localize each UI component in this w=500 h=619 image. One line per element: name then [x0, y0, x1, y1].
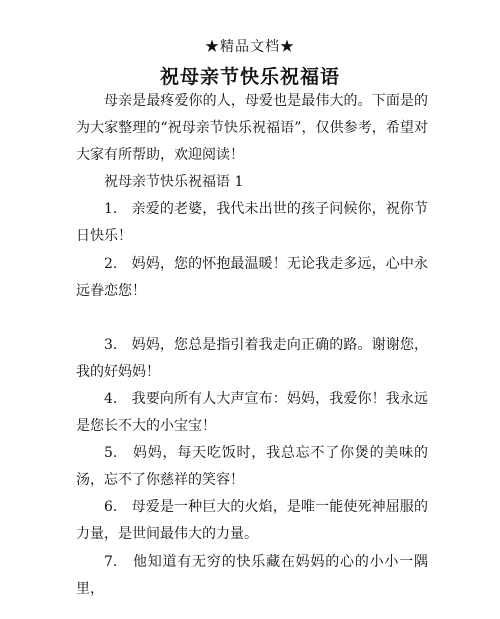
page-header: ★精品文档★ — [205, 39, 295, 55]
cut-off-line — [76, 603, 428, 619]
list-item: 4. 我要向所有人大声宣布：妈妈，我爱你！我永远是您长不大的小宝宝！ — [76, 390, 428, 435]
blank-line — [76, 305, 428, 332]
document-body — [76, 88, 428, 619]
list-item: 2. 妈妈，您的怀抱最温暖！无论我走多远，心中永远眷恋您！ — [76, 255, 428, 299]
intro-paragraph: 母亲是最疼爱你的人，母爱也是最伟大的。下面是的为大家整理的“祝母亲节快乐祝福语”，仅供参考，希望对大家有所帮助，欢迎阅读！ — [76, 93, 428, 164]
list-item: 6. 母爱是一种巨大的火焰，是唯一能使死神屈服的力量，是世间最伟大的力量。 — [76, 499, 428, 543]
document-title: 祝母亲节快乐祝福语 — [159, 66, 340, 88]
list-item: 7. 他知道有无穷的快乐藏在妈妈的心的小小一隅里， — [76, 553, 428, 597]
list-item: 5. 妈妈，每天吃饭时，我总忘不了你煲的美味的汤，忘不了你慈祥的笑容！ — [76, 445, 428, 489]
list-item: 1. 亲爱的老婆，我代未出世的孩子问候你，祝你节日快乐！ — [76, 201, 428, 245]
section-heading: 祝母亲节快乐祝福语 1 — [104, 174, 244, 191]
list-item: 3. 妈妈，您总是指引着我走向正确的路。谢谢您，我的好妈妈！ — [76, 336, 428, 380]
